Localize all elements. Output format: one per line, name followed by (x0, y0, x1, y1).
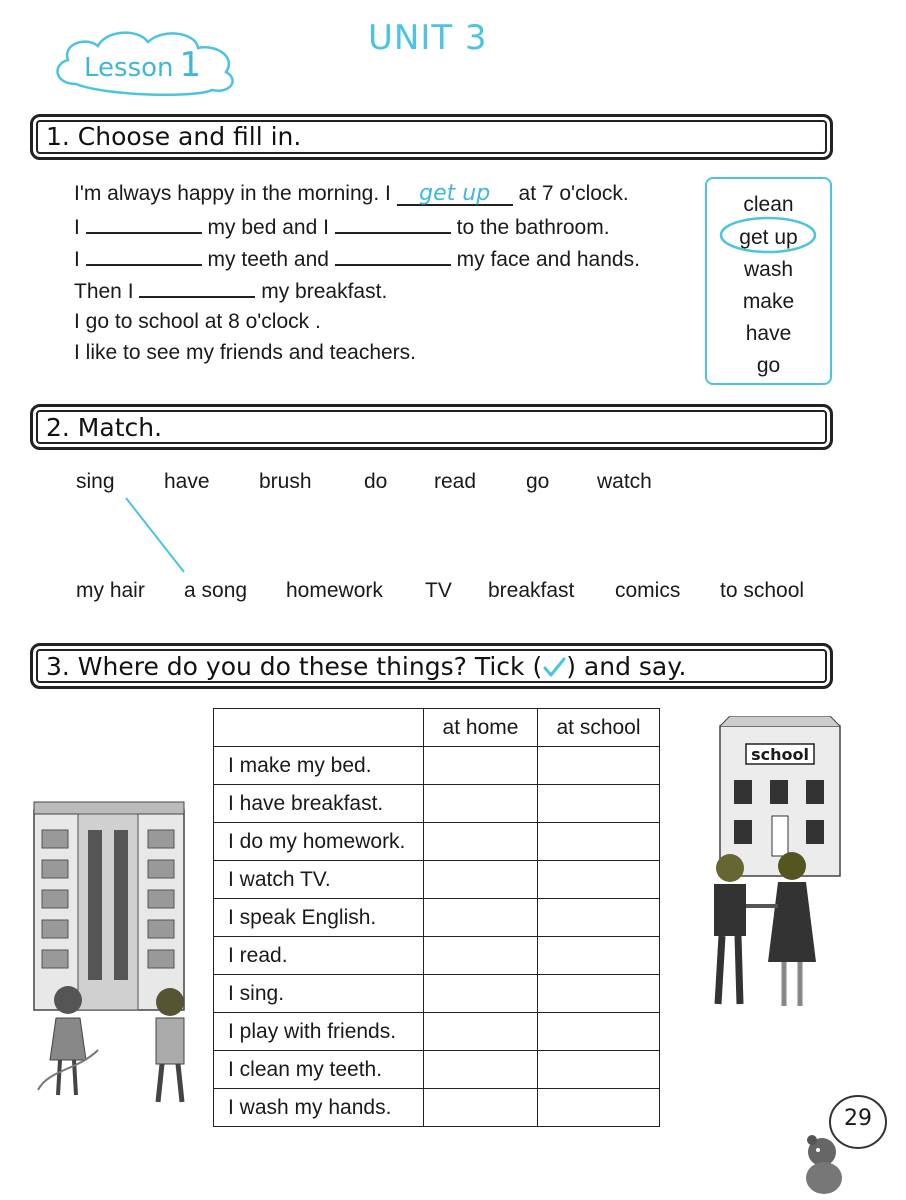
match-top-word[interactable]: sing (76, 470, 115, 493)
table-row (214, 1051, 660, 1089)
table-row (214, 785, 660, 823)
tick-cell-home[interactable] (424, 747, 538, 785)
activity-cell: I make my bed. (214, 747, 424, 785)
word-option[interactable]: have (745, 322, 792, 345)
answer-blank[interactable] (335, 246, 451, 266)
section2-title: 2. Match. (46, 413, 163, 442)
answer-blank[interactable] (335, 214, 451, 234)
lesson-label (84, 45, 201, 85)
tick-cell-school[interactable] (538, 747, 660, 785)
activity-cell: I do my homework. (214, 823, 424, 861)
activity-cell: I read. (214, 937, 424, 975)
section1-title: 1. Choose and fill in. (46, 122, 302, 151)
tick-icon (542, 656, 566, 678)
home-building-illustration (28, 790, 198, 1120)
match-top-word[interactable]: go (526, 470, 550, 493)
answer-blank[interactable] (86, 246, 202, 266)
match-bottom-word[interactable]: my hair (76, 579, 145, 602)
table-row (214, 937, 660, 975)
fill-line-2 (74, 214, 610, 240)
fill-line-4 (74, 278, 387, 304)
tick-cell-home[interactable] (424, 823, 538, 861)
activity-cell: I have breakfast. (214, 785, 424, 823)
match-top-word[interactable]: do (364, 470, 388, 493)
match-bottom-word[interactable]: homework (286, 579, 383, 602)
tick-cell-home[interactable] (424, 937, 538, 975)
filled-answer: get up (397, 184, 513, 206)
lesson-number: 1 (179, 45, 202, 85)
table-row (214, 823, 660, 861)
page-number: 29 (844, 1106, 872, 1131)
table-header-cell: at home (424, 709, 538, 747)
tick-cell-home[interactable] (424, 1051, 538, 1089)
tick-cell-school[interactable] (538, 861, 660, 899)
line3-part2: my teeth and (207, 248, 329, 271)
answer-blank[interactable] (86, 214, 202, 234)
line3-part1: I (74, 248, 80, 271)
word-option[interactable]: clean (743, 193, 794, 216)
word-option[interactable]: make (742, 290, 795, 313)
table-row (214, 899, 660, 937)
table-header-row (214, 709, 660, 747)
fill-line-5: I go to school at 8 o'clock . (74, 310, 321, 333)
section3-title (46, 652, 686, 681)
circle-mark-icon (718, 216, 820, 256)
table-header-cell: at school (538, 709, 660, 747)
tick-cell-home[interactable] (424, 785, 538, 823)
line4-part2: my breakfast. (261, 280, 388, 303)
tick-cell-home[interactable] (424, 861, 538, 899)
match-top-word[interactable]: have (164, 470, 210, 493)
activity-cell: I clean my teeth. (214, 1051, 424, 1089)
tick-cell-home[interactable] (424, 1089, 538, 1127)
tick-cell-school[interactable] (538, 823, 660, 861)
fill-line-3 (74, 246, 640, 272)
fill-line-1 (74, 182, 629, 206)
line2-part2: my bed and I (207, 216, 329, 239)
line3-part3: my face and hands. (456, 248, 640, 271)
activity-cell: I speak English. (214, 899, 424, 937)
tick-cell-school[interactable] (538, 1013, 660, 1051)
word-option-selected[interactable]: get up (739, 226, 798, 249)
unit-title: UNIT 3 (368, 18, 488, 58)
line2-part1: I (74, 216, 80, 239)
activity-cell: I wash my hands. (214, 1089, 424, 1127)
table-row (214, 1089, 660, 1127)
activity-cell: I watch TV. (214, 861, 424, 899)
match-top-word[interactable]: brush (259, 470, 312, 493)
lesson-word: Lesson (84, 53, 174, 83)
word-option[interactable]: go (756, 354, 781, 377)
word-option[interactable]: wash (743, 258, 794, 281)
word-box (705, 177, 832, 385)
match-line (118, 494, 198, 580)
table-row (214, 1013, 660, 1051)
match-bottom-word[interactable]: breakfast (488, 579, 575, 602)
tick-cell-school[interactable] (538, 937, 660, 975)
table-row (214, 861, 660, 899)
activity-cell: I sing. (214, 975, 424, 1013)
table-row (214, 975, 660, 1013)
line2-part3: to the bathroom. (456, 216, 610, 239)
school-sign: school (751, 745, 809, 764)
section3-title-end: ) and say. (566, 652, 687, 681)
activity-cell: I play with friends. (214, 1013, 424, 1051)
line1-before: I'm always happy in the morning. I (74, 182, 391, 205)
match-bottom-word[interactable]: to school (720, 579, 805, 602)
tick-table (213, 708, 660, 1127)
tick-cell-school[interactable] (538, 785, 660, 823)
fill-line-6: I like to see my friends and teachers. (74, 341, 416, 364)
tick-cell-home[interactable] (424, 899, 538, 937)
match-bottom-word[interactable]: TV (425, 579, 452, 602)
tick-cell-school[interactable] (538, 1089, 660, 1127)
tick-cell-school[interactable] (538, 1051, 660, 1089)
tick-cell-school[interactable] (538, 975, 660, 1013)
tick-cell-home[interactable] (424, 975, 538, 1013)
answer-blank[interactable] (139, 278, 255, 298)
line4-part1: Then I (74, 280, 134, 303)
match-bottom-word[interactable]: comics (615, 579, 681, 602)
line1-after: at 7 o'clock. (518, 182, 629, 205)
match-bottom-word[interactable]: a song (184, 579, 248, 602)
match-top-word[interactable]: watch (597, 470, 652, 493)
match-top-word[interactable]: read (434, 470, 477, 493)
table-header-cell (214, 709, 424, 747)
section3-title-start: 3. Where do you do these things? Tick ( (46, 652, 543, 681)
tick-cell-home[interactable] (424, 1013, 538, 1051)
table-row (214, 747, 660, 785)
tick-cell-school[interactable] (538, 899, 660, 937)
